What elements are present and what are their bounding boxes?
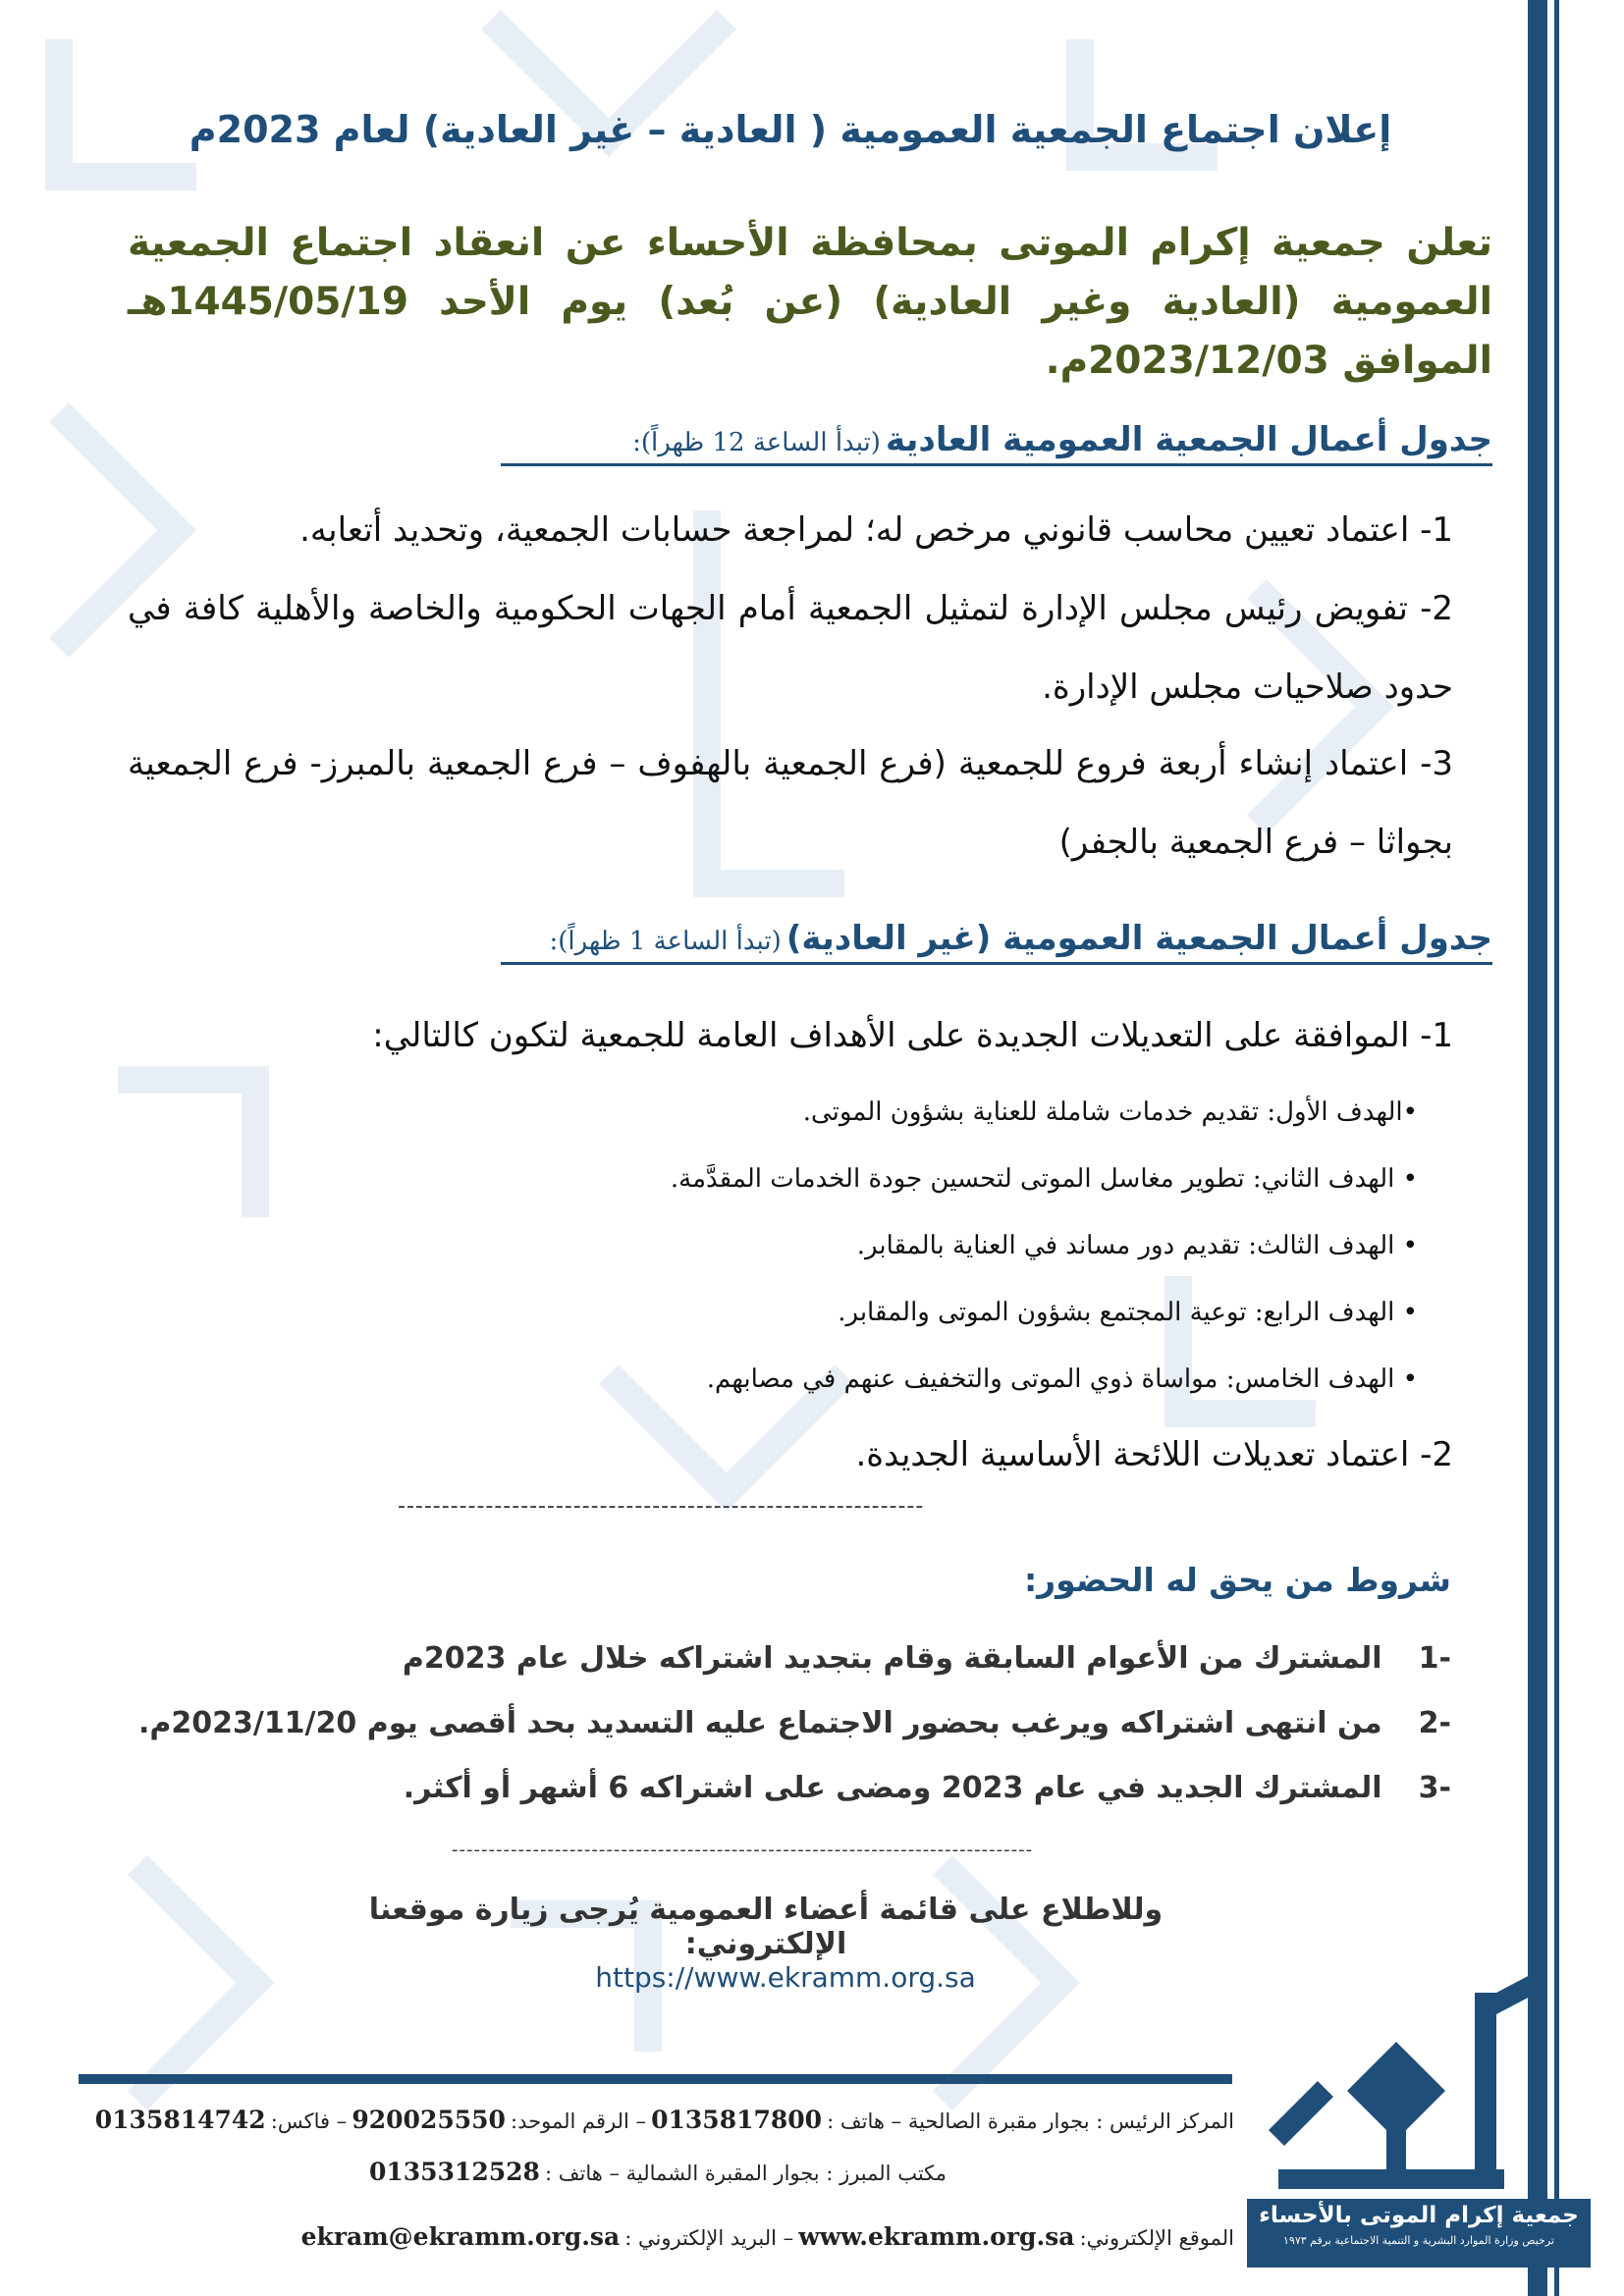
fax-number: 0135814742: [94, 2106, 266, 2134]
website-label: الموقع الإلكتروني:: [1079, 2226, 1234, 2250]
extraordinary-time-note: (تبدأ الساعة 1 ظهراً):: [549, 927, 782, 956]
condition-item-3: [404, 1771, 1451, 1805]
unified-number-label: – الرقم الموحد:: [511, 2109, 647, 2133]
email-label: – البريد الإلكتروني :: [624, 2226, 794, 2250]
condition-number: -3: [1418, 1771, 1451, 1805]
ordinary-agenda-heading: [501, 420, 1492, 466]
logo-organization-name: جمعية إكرام الموتى بالأحساء: [1259, 2203, 1579, 2228]
ordinary-time-note: (تبدأ الساعة 12 ظهراً):: [632, 428, 881, 457]
conditions-title: شروط من يحق له الحضور:: [1023, 1561, 1451, 1599]
extraordinary-heading-text: جدول أعمال الجمعية العمومية (غير العادية): [785, 919, 1492, 958]
unified-number: 920025550: [352, 2106, 506, 2134]
footer-mubarraz-office-line: [369, 2158, 947, 2186]
visit-website-note: وللاطلاع على قائمة أعضاء العمومية يُرجى زيارة موقعنا الإلكتروني:: [368, 1893, 1164, 1961]
condition-text: المشترك من الأعوام السابقة وقام بتجديد اشتراكه خلال عام 2023م: [402, 1641, 1382, 1676]
main-office-phone: 0135817800: [651, 2106, 823, 2134]
logo-banner: [1247, 2199, 1591, 2268]
mubarraz-office-phone: 0135312528: [368, 2158, 540, 2186]
separator-line-2: -------------------------------------------------------------------------------: [452, 1840, 1034, 1860]
ordinary-heading-text: جدول أعمال الجمعية العمومية العادية: [886, 420, 1492, 459]
right-decorative-bar: [1528, 0, 1547, 2296]
condition-item-1: [403, 1641, 1451, 1676]
condition-number: -2: [1418, 1706, 1451, 1740]
website-link[interactable]: https://www.ekramm.org.sa: [595, 1961, 976, 1994]
page-title: إعلان اجتماع الجمعية العمومية ( العادية – غير العادية) لعام 2023م: [189, 108, 1392, 151]
right-decorative-thin-bar: [1554, 0, 1559, 2296]
extraordinary-item-1: 1- الموافقة على التعديلات الجديدة على الأهداف العامة للجمعية لتكون كالتالي:: [372, 1016, 1453, 1055]
condition-text: من انتهى اشتراكه ويرغب بحضور الاجتماع عليه التسديد بحد أقصى يوم 2023/11/20م.: [137, 1706, 1382, 1740]
footer-contact-line: [301, 2222, 1234, 2251]
fax-label: – فاكس:: [270, 2109, 348, 2133]
separator-line-1: ------------------------------------------------------------: [398, 1494, 925, 1519]
goal-4: • الهدف الرابع: توعية المجتمع بشؤون الموتى والمقابر.: [838, 1298, 1418, 1327]
goal-5: • الهدف الخامس: مواساة ذوي الموتى والتخفيف عنهم في مصابهم.: [706, 1364, 1418, 1394]
goal-3: • الهدف الثالث: تقديم دور مساند في العناية بالمقابر.: [856, 1231, 1418, 1260]
condition-text: المشترك الجديد في عام 2023 ومضى على اشتراكه 6 أشهر أو أكثر.: [403, 1771, 1382, 1805]
footer-email[interactable]: ekram@ekramm.org.sa: [300, 2222, 621, 2251]
extraordinary-item-2: 2- اعتماد تعديلات اللائحة الأساسية الجديدة.: [855, 1435, 1453, 1474]
condition-item-2: [138, 1706, 1451, 1740]
logo-license-text: ترخيص وزارة الموارد البشرية و التنمية الاجتماعية برقم ١٩٧٣: [1283, 2234, 1554, 2247]
footer-website[interactable]: www.ekramm.org.sa: [798, 2222, 1075, 2251]
goal-2: • الهدف الثاني: تطوير مغاسل الموتى لتحسين جودة الخدمات المقدَّمة.: [670, 1164, 1418, 1194]
intro-paragraph: تعلن جمعية إكرام الموتى بمحافظة الأحساء عن انعقاد اجتماع الجمعية العمومية (العادية وغير العادية) (عن بُعد) يوم الأحد 1445/05/19هـ الموافق 2023/12/03م.: [128, 221, 1492, 383]
mubarraz-office-label: مكتب المبرز : بجوار المقبرة الشمالية – هاتف :: [545, 2162, 947, 2185]
ordinary-item-3: 3- اعتماد إنشاء أربعة فروع للجمعية (فرع الجمعية بالهفوف – فرع الجمعية بالمبرز- فرع الجمعية بجواثا – فرع الجمعية بالجفر): [128, 744, 1453, 862]
footer-divider: [79, 2074, 1232, 2084]
ordinary-item-1: 1- اعتماد تعيين محاسب قانوني مرخص له؛ لمراجعة حسابات الجمعية، وتحديد أتعابه.: [299, 510, 1453, 550]
main-office-label: المركز الرئيس : بجوار مقبرة الصالحية – هاتف :: [827, 2109, 1234, 2133]
footer-main-office-line: [95, 2106, 1234, 2134]
condition-number: -1: [1418, 1641, 1451, 1676]
extraordinary-agenda-heading: [501, 919, 1492, 965]
goal-1: •الهدف الأول: تقديم خدمات شاملة للعناية بشؤون الموتى.: [802, 1097, 1418, 1127]
ordinary-item-2: 2- تفويض رئيس مجلس الإدارة لتمثيل الجمعية أمام الجهات الحكومية والخاصة والأهلية كافة في حدود صلاحيات مجلس الإدارة.: [128, 589, 1453, 707]
